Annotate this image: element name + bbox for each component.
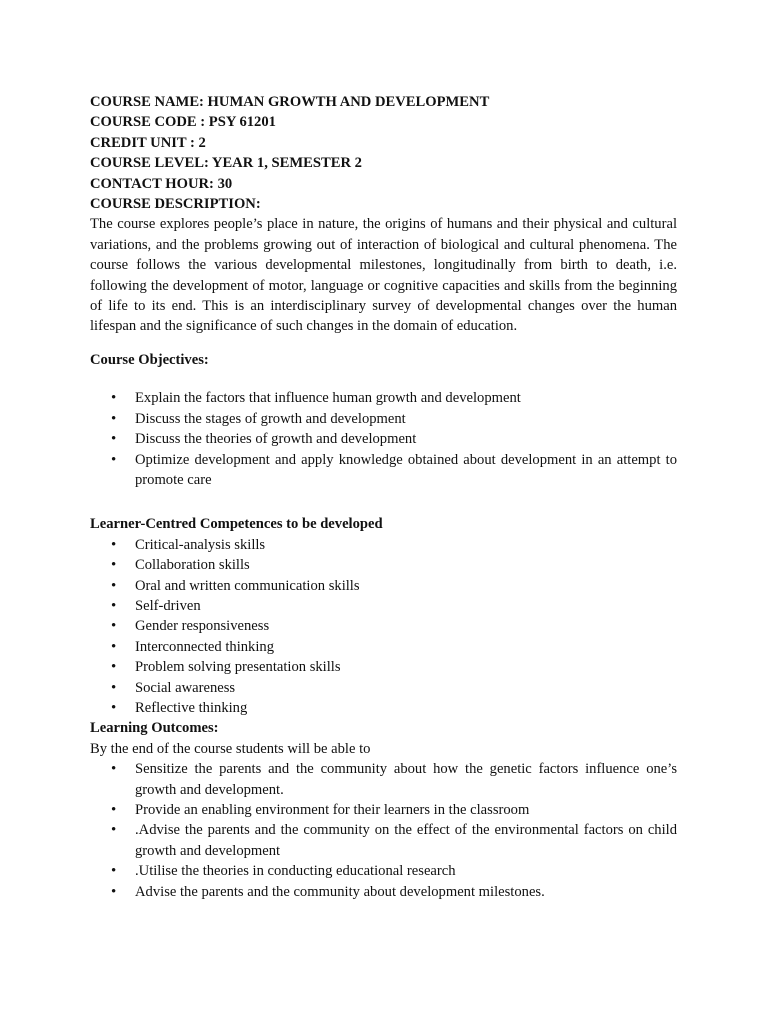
outcome-text: Provide an enabling environment for their learners in the classroom (135, 802, 530, 818)
list-item (90, 535, 677, 555)
competence-text: Self-driven (135, 597, 201, 614)
objective-text: Discuss the stages of growth and development (135, 410, 406, 427)
course-level: COURSE LEVEL: YEAR 1, SEMESTER 2 (90, 155, 362, 172)
objective-text: Explain the factors that influence human growth and development (135, 390, 521, 407)
list-item (90, 759, 677, 800)
outcome-text: .Utilise the theories in conducting educational research (135, 863, 456, 880)
learning-outcomes-list (90, 759, 677, 902)
bullet-icon: • (111, 557, 117, 574)
course-name: COURSE NAME: HUMAN GROWTH AND DEVELOPMENT (90, 94, 490, 110)
bullet-icon: • (111, 431, 117, 448)
bullet-icon: • (111, 638, 117, 655)
list-item (90, 409, 677, 429)
list-item (90, 820, 677, 861)
course-objectives-list (90, 388, 677, 490)
bullet-icon: • (111, 451, 117, 468)
list-item (90, 882, 677, 902)
list-item (90, 429, 677, 449)
bullet-icon: • (111, 390, 117, 407)
competence-text: Interconnected thinking (135, 638, 274, 655)
objective-text: Optimize development and apply knowledge obtained about development in an attempt to promote care (135, 451, 677, 488)
list-item (90, 388, 677, 408)
list-item (90, 450, 677, 491)
list-item (90, 637, 677, 657)
list-item (90, 555, 677, 575)
competence-text: Collaboration skills (135, 557, 250, 574)
bullet-icon: • (111, 679, 117, 696)
bullet-icon: • (111, 863, 117, 880)
competence-text: Critical-analysis skills (135, 536, 266, 553)
course-description-text: The course explores people’s place in nature, the origins of humans and their physical and cultural variations, and the problems growing out of interaction of biological and cultural phenomena. The course follows the various developmental milestones, longitudinally from birth to death, i.e. following the development of motor, language or cognitive capacities and skills from the beginning of life to its end. This is an interdisciplinary survey of developmental changes over the human lifespan and the significance of such changes in the domain of education. (90, 216, 677, 335)
learning-outcomes-intro: By the end of the course students will be able to (90, 740, 371, 757)
list-item (90, 678, 677, 698)
course-code: COURSE CODE : PSY 61201 (90, 114, 276, 131)
bullet-icon: • (111, 822, 117, 839)
list-item (90, 596, 677, 616)
outcome-text: .Advise the parents and the community on the effect of the environmental factors on child growth and development (135, 822, 677, 859)
competence-text: Problem solving presentation skills (135, 659, 341, 676)
outcome-text: Advise the parents and the community about development milestones. (135, 883, 545, 900)
contact-hour: CONTACT HOUR: 30 (90, 175, 233, 192)
outcome-text: Sensitize the parents and the community about how the genetic factors influence one’s growth and development. (135, 761, 677, 798)
bullet-icon: • (111, 536, 117, 553)
competence-text: Oral and written communication skills (135, 577, 360, 594)
bullet-icon: • (111, 618, 117, 635)
list-item (90, 616, 677, 636)
competence-text: Gender responsiveness (135, 618, 270, 635)
competences-list (90, 535, 677, 719)
list-item (90, 576, 677, 596)
course-description-heading: COURSE DESCRIPTION: (90, 196, 261, 213)
list-item (90, 800, 677, 820)
list-item (90, 861, 677, 881)
credit-unit: CREDIT UNIT : 2 (90, 134, 206, 151)
bullet-icon: • (111, 659, 117, 676)
objective-text: Discuss the theories of growth and development (135, 431, 417, 448)
course-objectives-heading: Course Objectives: (90, 351, 209, 368)
bullet-icon: • (111, 802, 117, 818)
bullet-icon: • (111, 883, 117, 900)
competence-text: Social awareness (135, 679, 236, 696)
competences-heading: Learner-Centred Competences to be developed (90, 516, 383, 533)
list-item (90, 657, 677, 677)
bullet-icon: • (111, 761, 117, 778)
competence-text: Reflective thinking (135, 699, 248, 716)
learning-outcomes-heading: Learning Outcomes: (90, 720, 219, 737)
bullet-icon: • (111, 597, 117, 614)
bullet-icon: • (111, 410, 117, 427)
bullet-icon: • (111, 699, 117, 716)
list-item (90, 698, 677, 718)
bullet-icon: • (111, 577, 117, 594)
document-page (90, 92, 677, 902)
